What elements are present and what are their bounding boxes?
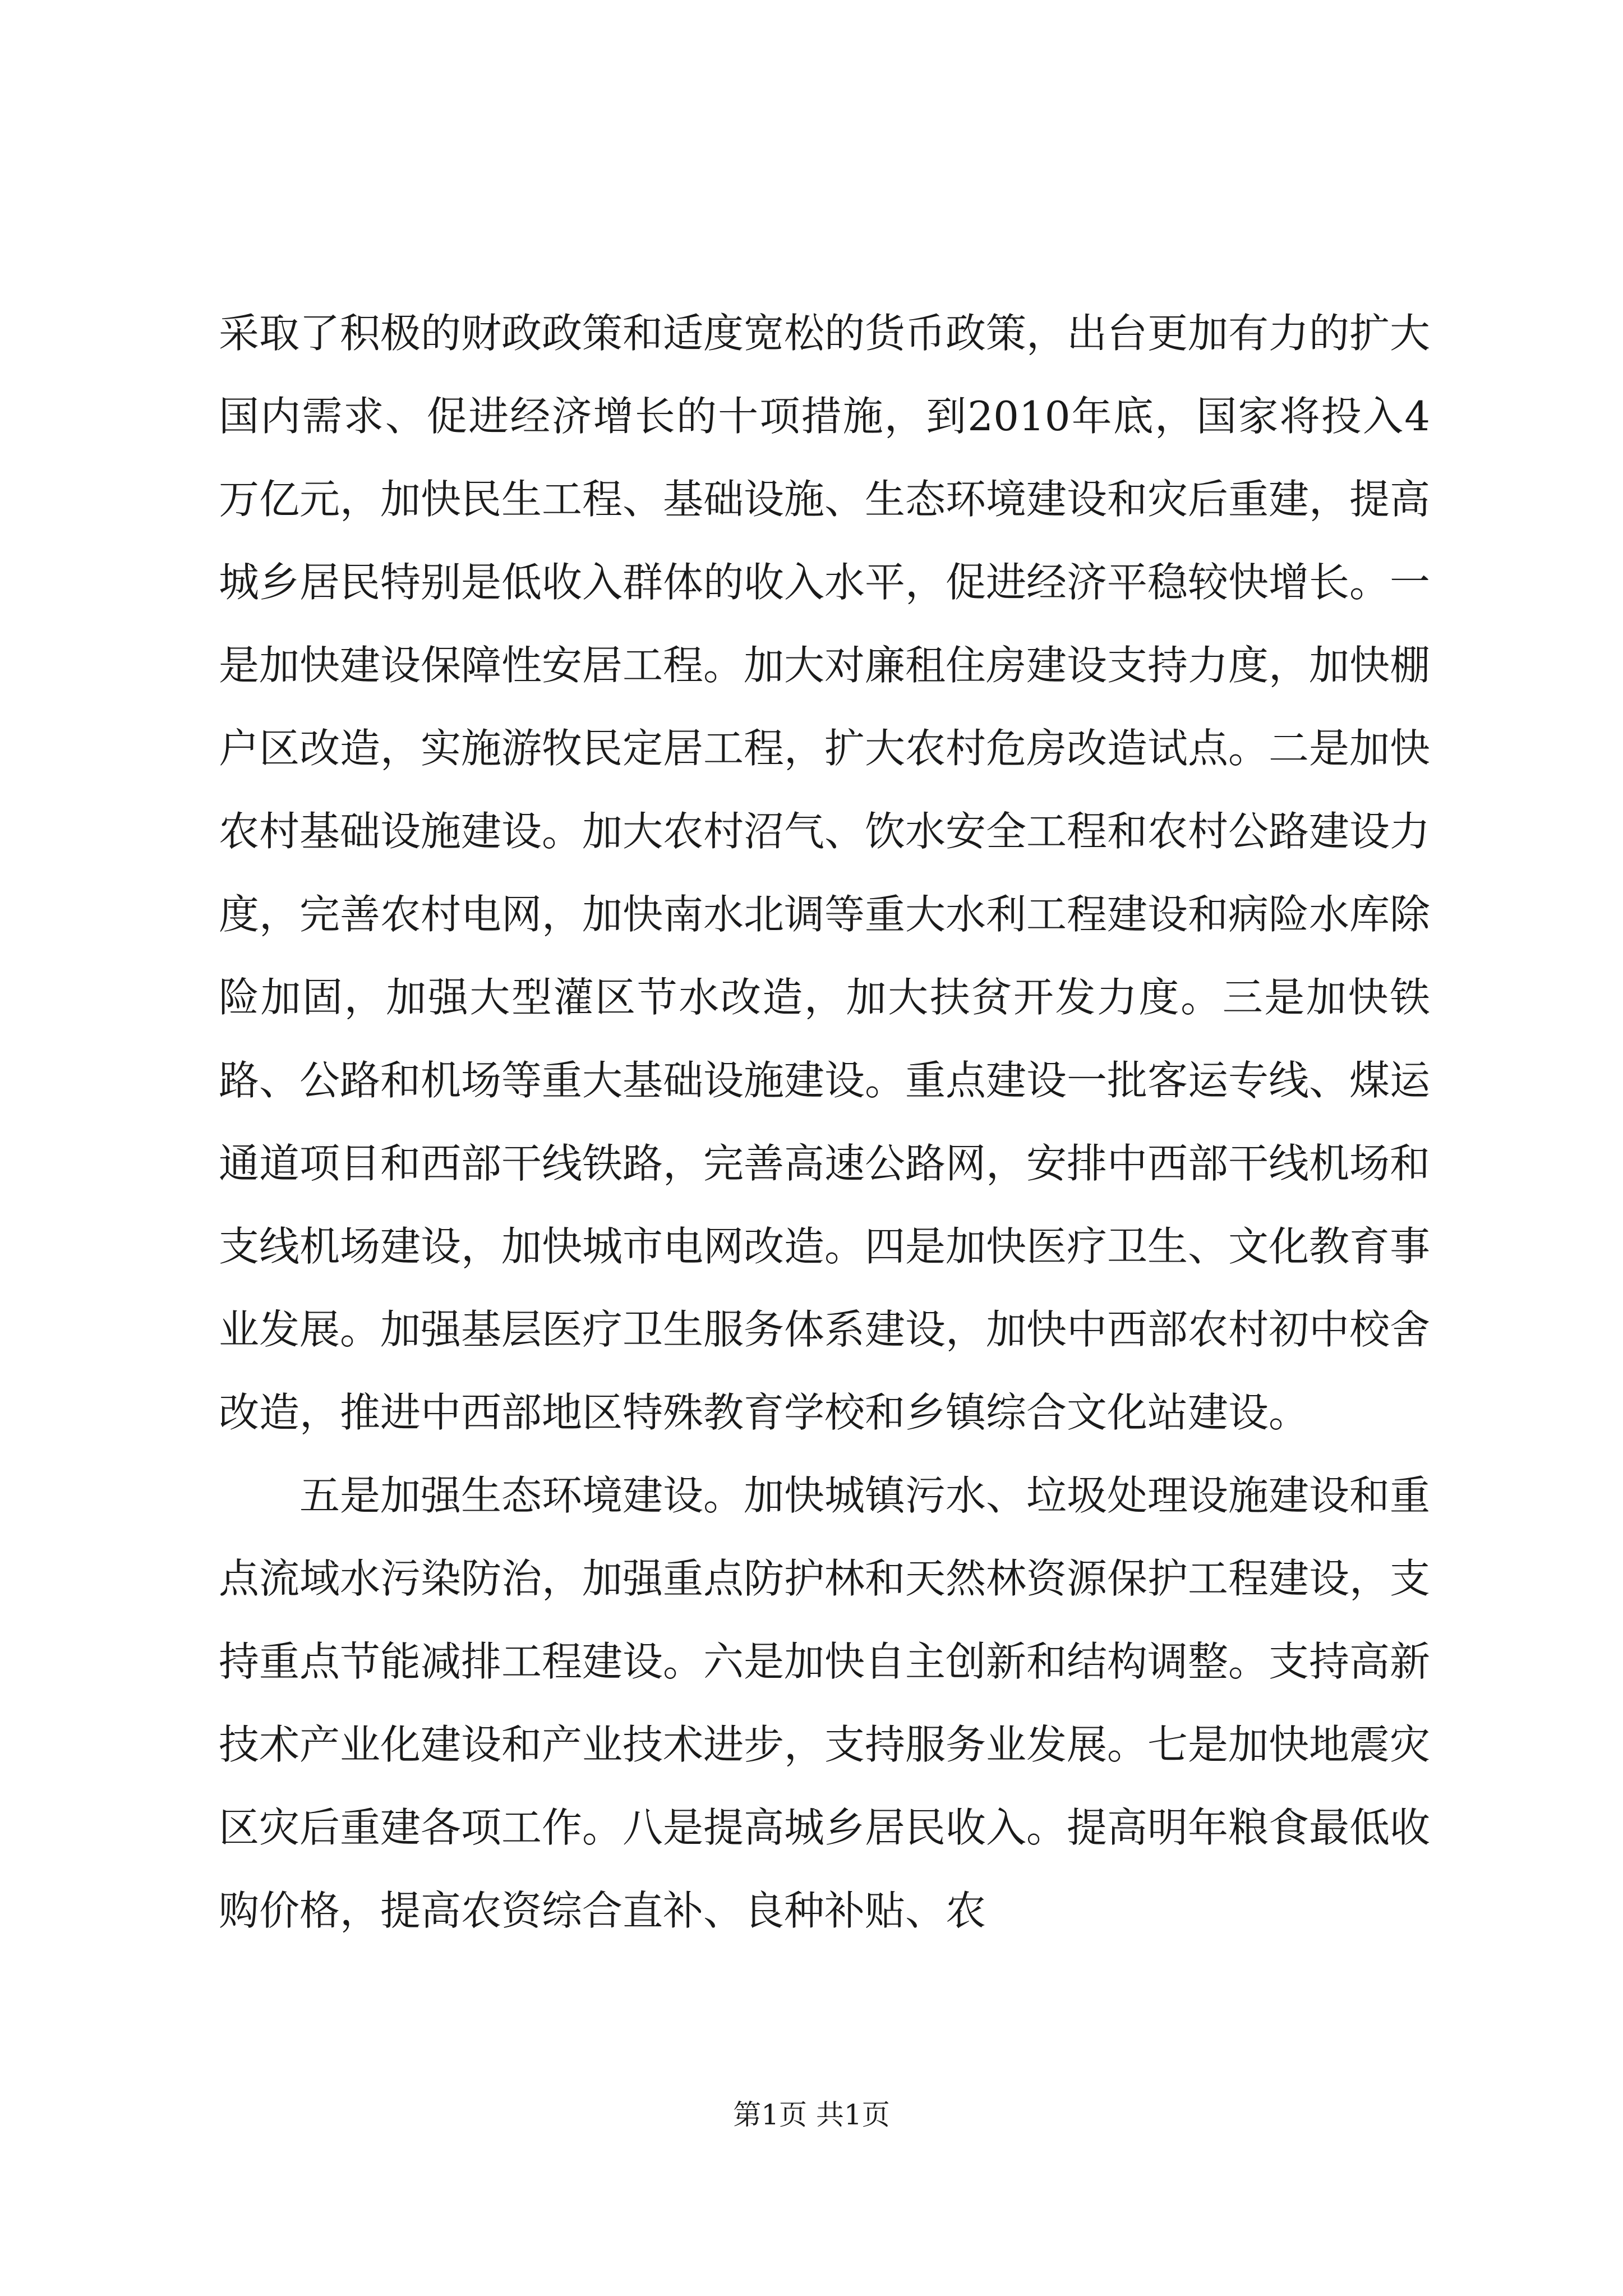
document-body: [219, 292, 1430, 1952]
paragraph-1: 采取了积极的财政政策和适度宽松的货币政策，出台更加有力的扩大国内需求、促进经济增长的十项措施，到2010年底，国家将投入4万亿元，加快民生工程、基础设施、生态环境建设和灾后重建，提高城乡居民特别是低收入群体的收入水平，促进经济平稳较快增长。一是加快建设保障性安居工程。加大对廉租住房建设支持力度，加快棚户区改造，实施游牧民定居工程，扩大农村危房改造试点。二是加快农村基础设施建设。加大农村沼气、饮水安全工程和农村公路建设力度，完善农村电网，加快南水北调等重大水利工程建设和病险水库除险加固，加强大型灌区节水改造，加大扶贫开发力度。三是加快铁路、公路和机场等重大基础设施建设。重点建设一批客运专线、煤运通道项目和西部干线铁路，完善高速公路网，安排中西部干线机场和支线机场建设，加快城市电网改造。四是加快医疗卫生、文化教育事业发展。加强基层医疗卫生服务体系建设，加快中西部农村初中校舍改造，推进中西部地区特殊教育学校和乡镇综合文化站建设。: [219, 310, 1431, 1436]
page-footer: 第1页 共1页: [733, 2099, 890, 2131]
paragraph-2: 五是加强生态环境建设。加快城镇污水、垃圾处理设施建设和重点流域水污染防治，加强重点防护林和天然林资源保护工程建设，支持重点节能减排工程建设。六是加快自主创新和结构调整。支持高新技术产业化建设和产业技术进步，支持服务业发展。七是加快地震灾区灾后重建各项工作。八是提高城乡居民收入。提高明年粮食最低收购价格，提高农资综合直补、良种补贴、农: [219, 1472, 1431, 1934]
